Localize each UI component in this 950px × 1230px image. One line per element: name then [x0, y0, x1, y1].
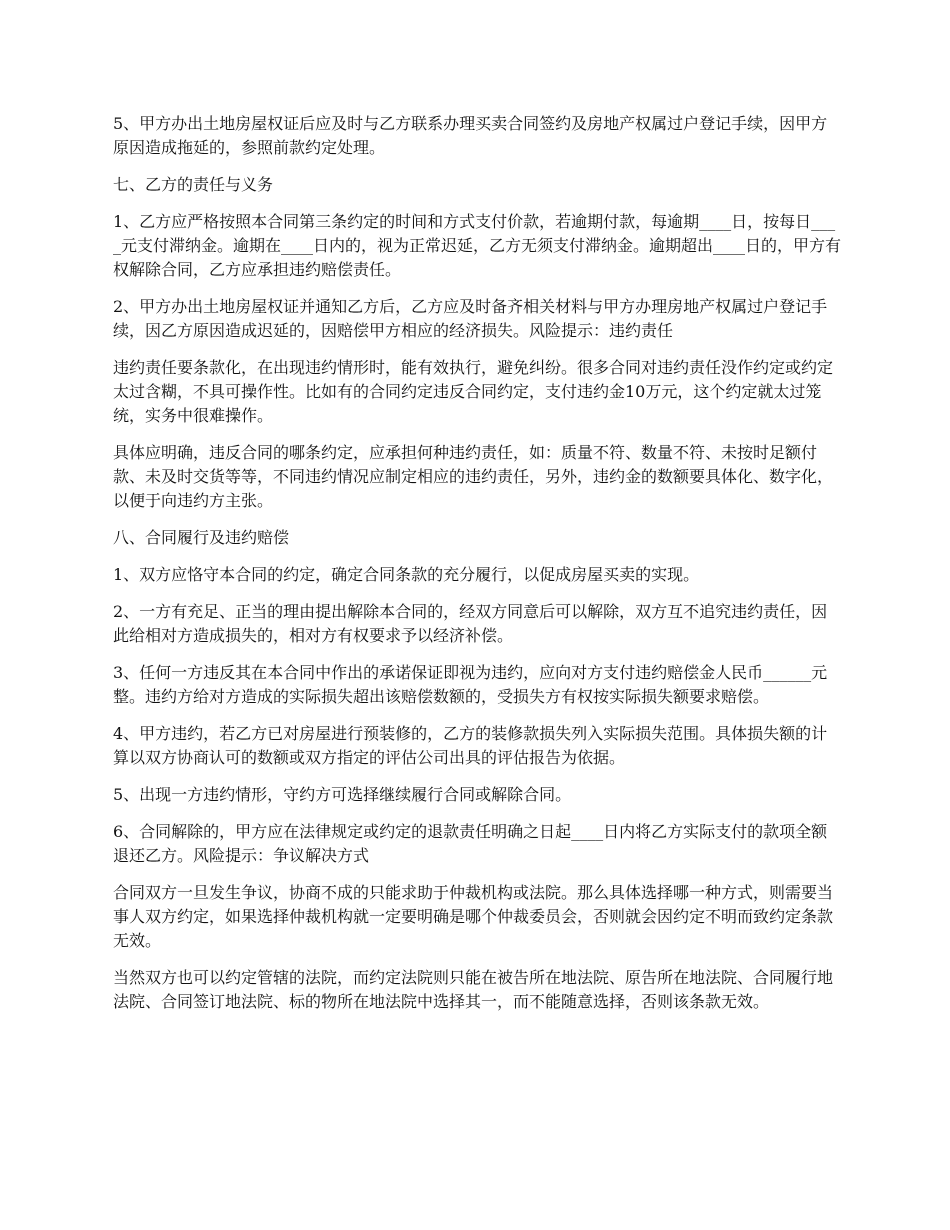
clause-8-6: 6、合同解除的，甲方应在法律规定或约定的退款责任明确之日起____日内将乙方实际支付的款项全额退还乙方。风险提示：争议解决方式 [113, 822, 828, 865]
risk-note-jurisdiction: 当然双方也可以约定管辖的法院，而约定法院则只能在被告所在地法院、原告所在地法院、合同履行地法院、合同签订地法院、标的物所在地法院中选择其一，而不能随意选择，否则该条款无效。 [113, 968, 834, 1011]
risk-note-liability-detail: 具体应明确，违反合同的哪条约定，应承担何种违约责任，如：质量不符、数量不符、未按时足额付款、未及时交货等等，不同违约情况应制定相应的违约责任，另外，违约金的数额要具体化、数字化，以便于向违约方主张。 [113, 443, 834, 510]
clause-7-2-transfer: 2、甲方办出土地房屋权证并通知乙方后，乙方应及时备齐相关材料与甲方办理房地产权属过户登记手续，因乙方原因造成迟延的，因赔偿甲方相应的经济损失。风险提示：违约责任 [113, 297, 828, 340]
section-heading-7: 七、乙方的责任与义务 [113, 175, 274, 194]
clause-5-registration: 5、甲方办出土地房屋权证后应及时与乙方联系办理买卖合同签约及房地产权属过户登记手续，因甲方原因造成拖延的，参照前款约定处理。 [113, 114, 828, 157]
clause-7-1-payment: 1、乙方应严格按照本合同第三条约定的时间和方式支付价款，若逾期付款，每逾期____日，按每日____元支付滞纳金。逾期在____日内的，视为正常迟延，乙方无须支付滞纳金。逾期超出____日的，甲方有权解除合同，乙方应承担违约赔偿责任。 [113, 212, 842, 279]
clause-8-4: 4、甲方违约，若乙方已对房屋进行预装修的，乙方的装修款损失列入实际损失范围。具体损失额的计算以双方协商认可的数额或双方指定的评估公司出具的评估报告为依据。 [113, 724, 828, 767]
clause-8-5: 5、出现一方违约情形，守约方可选择继续履行合同或解除合同。 [113, 785, 572, 804]
section-heading-8: 八、合同履行及违约赔偿 [113, 528, 290, 547]
risk-note-dispute: 合同双方一旦发生争议，协商不成的只能求助于仲裁机构或法院。那么具体选择哪一种方式，则需要当事人双方约定，如果选择仲裁机构就一定要明确是哪个仲裁委员会，否则就会因约定不明而致约定条款无效。 [113, 883, 834, 950]
risk-note-liability: 违约责任要条款化，在出现违约情形时，能有效执行，避免纠纷。很多合同对违约责任没作约定或约定太过含糊，不具可操作性。比如有的合同约定违反合同约定，支付违约金10万元，这个约定就太过笼统，实务中很难操作。 [113, 358, 834, 425]
clause-8-3: 3、任何一方违反其在本合同中作出的承诺保证即视为违约，应向对方支付违约赔偿金人民币______元整。违约方给对方造成的实际损失超出该赔偿数额的，受损失方有权按实际损失额要求赔偿。 [113, 663, 828, 706]
clause-8-1: 1、双方应恪守本合同的约定，确定合同条款的充分履行，以促成房屋买卖的实现。 [113, 565, 700, 584]
document-body [113, 112, 843, 1027]
clause-8-2: 2、一方有充足、正当的理由提出解除本合同的，经双方同意后可以解除，双方互不追究违约责任，因此给相对方造成损失的，相对方有权要求予以经济补偿。 [113, 602, 828, 645]
